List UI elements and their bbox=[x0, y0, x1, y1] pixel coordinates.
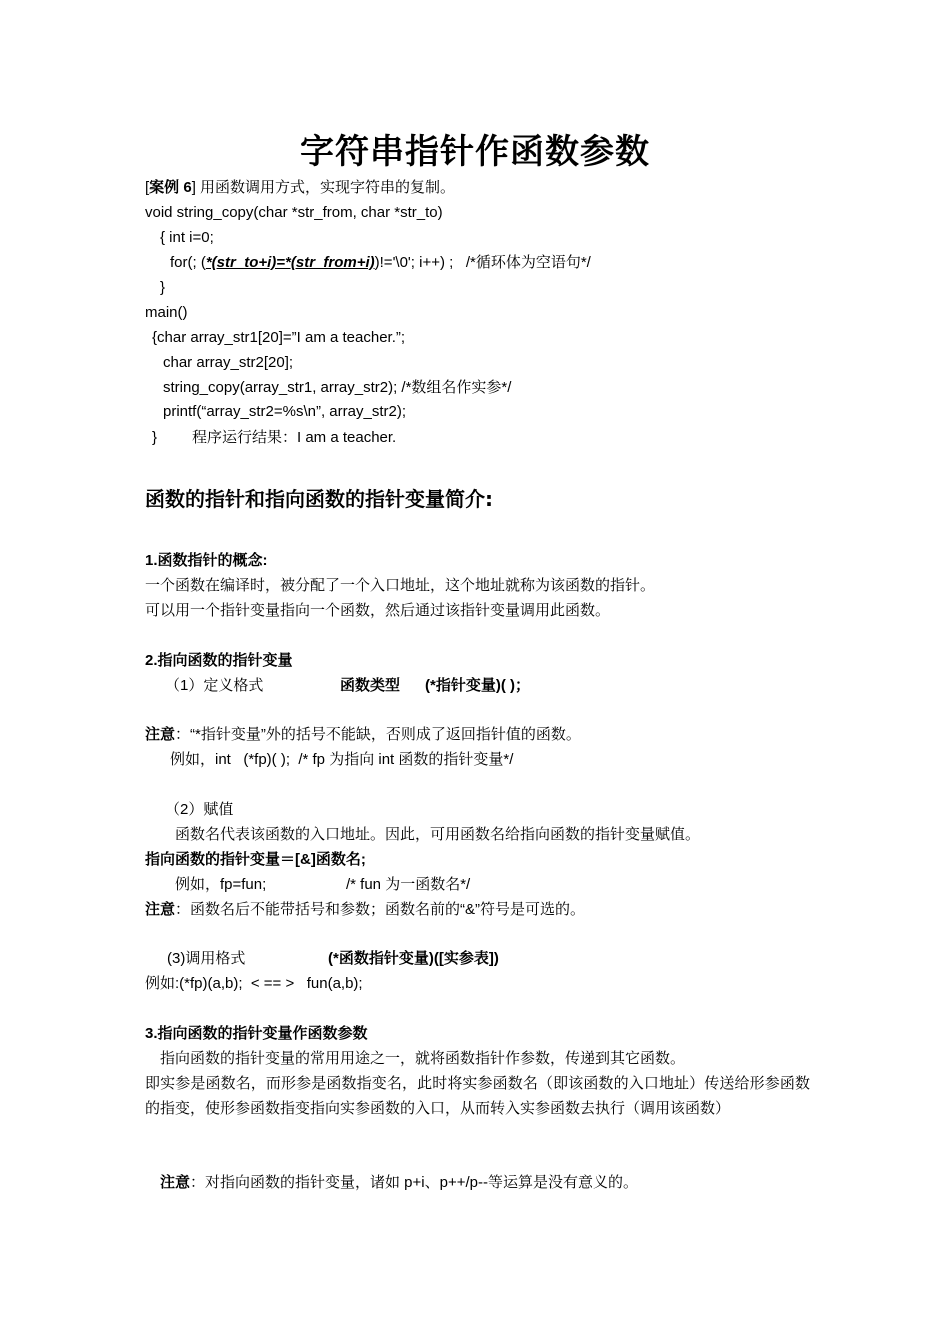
code-line-9: printf(“array_str2=%s\n”, array_str2); bbox=[163, 403, 406, 420]
code-line-4: } bbox=[160, 279, 166, 296]
s1-heading: 1.函数指针的概念: bbox=[145, 552, 268, 569]
code-line-5: main() bbox=[145, 304, 188, 321]
case-text: 用函数调用方式，实现字符串的复制。 bbox=[195, 179, 456, 196]
note-2 bbox=[145, 900, 585, 920]
code-line-7: char array_str2[20]; bbox=[163, 354, 294, 371]
example-3: 例如:(*fp)(a,b); < == > fun(a,b); bbox=[145, 975, 363, 992]
note-3-label: 注意 bbox=[160, 1174, 191, 1191]
code-line-1: void string_copy(char *str_from, char *str_to) bbox=[145, 204, 443, 221]
program-result: 程序运行结果：I am a teacher. bbox=[192, 429, 397, 446]
example-2-comment: /* fun 为一函数名*/ bbox=[346, 876, 471, 893]
note-1-label: 注意 bbox=[145, 726, 176, 743]
define-format: 函数类型 (*指针变量)( )； bbox=[340, 677, 530, 694]
example-1: 例如，int (*fp)( ); /* fp 为指向 int 函数的指针变量*/ bbox=[170, 751, 514, 768]
s3-heading: 3.指向函数的指针变量作函数参数 bbox=[145, 1025, 368, 1042]
call-format: (*函数指针变量)([实参表]) bbox=[328, 950, 499, 967]
s3-paragraph-1: 指向函数的指针变量的常用用途之一，就将函数指针作参数，传递到其它函数。 bbox=[160, 1050, 686, 1067]
code-line-10-brace: } bbox=[152, 429, 158, 446]
assign-label: （2）赋值 bbox=[165, 801, 234, 818]
code-line-3-pre: for(; ( bbox=[170, 254, 206, 271]
s1-paragraph-1: 一个函数在编译时，被分配了一个入口地址，这个地址就称为该函数的指针。 bbox=[145, 577, 656, 594]
page-title: 字符串指针作函数参数 bbox=[300, 132, 650, 172]
section-title: 函数的指针和指向函数的指针变量简介: bbox=[145, 487, 493, 511]
code-line-8: string_copy(array_str1, array_str2); /*数组名作实参*/ bbox=[163, 379, 512, 396]
code-line-2: { int i=0; bbox=[160, 229, 214, 246]
code-line-3 bbox=[170, 253, 591, 273]
code-line-6: {char array_str1[20]=”I am a teacher.”; bbox=[152, 329, 406, 346]
s1-paragraph-2: 可以用一个指针变量指向一个函数，然后通过该指针变量调用此函数。 bbox=[145, 602, 611, 619]
note-3-text: ：对指向函数的指针变量，诸如 p+i、p++/p--等运算是没有意义的。 bbox=[190, 1174, 638, 1191]
note-3 bbox=[160, 1173, 638, 1193]
s2-heading: 2.指向函数的指针变量 bbox=[145, 652, 293, 669]
code-line-3-post: )!='\0'; i++) ; /*循环体为空语句*/ bbox=[374, 254, 591, 271]
assign-format: 指向函数的指针变量＝[&]函数名; bbox=[145, 851, 366, 868]
s3-paragraph-2: 即实参是函数名，而形参是函数指变名，此时将实参函数名（即该函数的入口地址）传送给形参函数的指变，使形参函数指变指向实参函数的入口，从而转入实参函数去执行（调用该函数） bbox=[145, 1075, 810, 1117]
case-label: 案例 6 bbox=[149, 179, 192, 196]
case-intro: [案例 6] 用函数调用方式，实现字符串的复制。 bbox=[145, 179, 456, 196]
call-label: (3)调用格式 bbox=[167, 950, 246, 967]
note-1 bbox=[145, 725, 581, 745]
note-2-label: 注意 bbox=[145, 901, 176, 918]
code-line-3-expr: *(str_to+i)=*(str_from+i) bbox=[205, 254, 375, 271]
note-1-text: ：“*指针变量”外的括号不能缺，否则成了返回指针值的函数。 bbox=[175, 726, 581, 743]
note-2-text: ：函数名后不能带括号和参数；函数名前的“&”符号是可选的。 bbox=[175, 901, 586, 918]
assign-text: 函数名代表该函数的入口地址。因此，可用函数名给指向函数的指针变量赋值。 bbox=[175, 826, 701, 843]
define-label: （1）定义格式 bbox=[165, 677, 264, 694]
example-2-code: 例如，fp=fun; bbox=[175, 876, 267, 893]
